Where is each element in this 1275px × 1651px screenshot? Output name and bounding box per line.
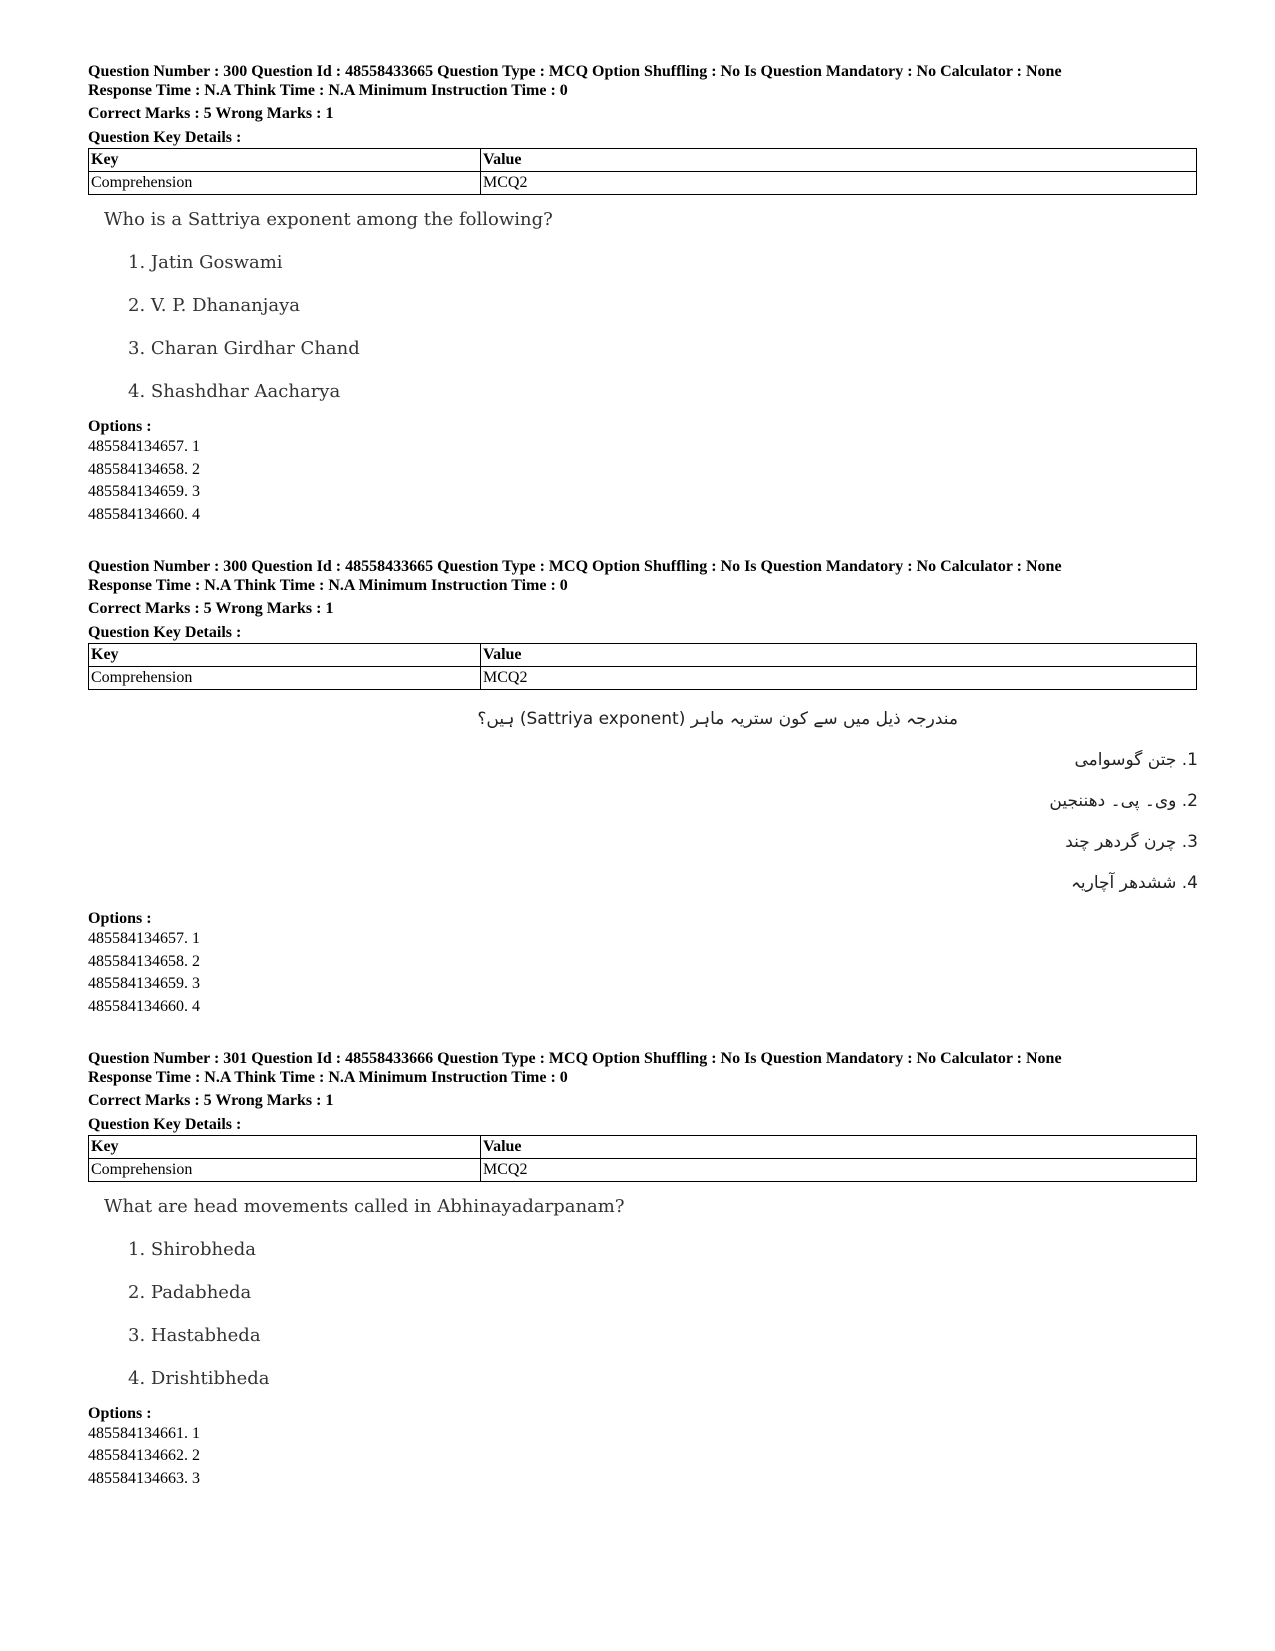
question-meta xyxy=(88,62,1198,100)
choice-2: 2. وی۔ پی۔ دھننجین xyxy=(1049,790,1198,811)
value-header: Value xyxy=(481,149,1197,172)
marks-line: Correct Marks : 5 Wrong Marks : 1 xyxy=(88,1091,334,1109)
key-header: Key xyxy=(89,643,481,666)
choice-1: 1. جتن گوسوامی xyxy=(1074,749,1198,770)
key-header: Key xyxy=(89,1135,481,1158)
option-line: 485584134658. 2 xyxy=(88,952,200,970)
question-meta xyxy=(88,557,1198,595)
choice-1: 1. Shirobheda xyxy=(128,1238,257,1260)
table-row xyxy=(89,172,1197,195)
key-details-label: Question Key Details : xyxy=(88,623,242,641)
document-page xyxy=(88,62,1198,1491)
option-line: 485584134662. 2 xyxy=(88,1447,200,1465)
options-label: Options : xyxy=(88,909,152,927)
choice-3: 3. چرن گردھر چند xyxy=(1065,831,1198,852)
key-details-table xyxy=(88,1135,1197,1182)
table-header-row xyxy=(89,1135,1197,1158)
value-header: Value xyxy=(481,643,1197,666)
options-label: Options : xyxy=(88,1404,152,1422)
key-details-table xyxy=(88,148,1197,195)
option-line: 485584134661. 1 xyxy=(88,1424,200,1442)
option-line: 485584134659. 3 xyxy=(88,483,200,501)
table-header-row xyxy=(89,149,1197,172)
option-line: 485584134660. 4 xyxy=(88,997,200,1015)
table-header-row xyxy=(89,643,1197,666)
option-line: 485584134660. 4 xyxy=(88,506,200,524)
question-image xyxy=(88,1196,1198,1390)
option-line: 485584134657. 1 xyxy=(88,438,200,455)
question-image xyxy=(88,209,1198,403)
choice-2: 2. Padabheda xyxy=(128,1281,252,1303)
table-row xyxy=(89,666,1197,689)
value-cell: MCQ2 xyxy=(481,1158,1197,1181)
question-meta xyxy=(88,1049,1198,1087)
table-row xyxy=(89,1158,1197,1181)
choice-1: 1. Jatin Goswami xyxy=(128,252,283,273)
key-cell: Comprehension xyxy=(89,666,481,689)
question-block-1 xyxy=(88,62,1198,527)
choice-2: 2. V. P. Dhananjaya xyxy=(128,295,300,316)
meta-line-1: Question Number : 300 Question Id : 48558433665 Question Type : MCQ Option Shuffling : No Is Question Mandatory : No Calculator : None xyxy=(88,557,1062,575)
value-cell: MCQ2 xyxy=(481,666,1197,689)
question-text: Who is a Sattriya exponent among the following? xyxy=(104,209,553,230)
meta-line-2: Response Time : N.A Think Time : N.A Minimum Instruction Time : 0 xyxy=(88,1068,568,1086)
choice-3: 3. Charan Girdhar Chand xyxy=(128,338,360,359)
meta-line-2: Response Time : N.A Think Time : N.A Minimum Instruction Time : 0 xyxy=(88,576,568,594)
key-details-table xyxy=(88,643,1197,690)
question-block-3 xyxy=(88,1049,1198,1491)
question-block-2 xyxy=(88,557,1198,1019)
choice-4: 4. Drishtibheda xyxy=(128,1367,270,1389)
choice-3: 3. Hastabheda xyxy=(128,1324,261,1346)
question-text: What are head movements called in Abhinayadarpanam? xyxy=(104,1195,625,1217)
choice-4: 4. ششدھر آچاریہ xyxy=(1070,872,1198,893)
key-details-label: Question Key Details : xyxy=(88,129,242,146)
option-line: 485584134658. 2 xyxy=(88,460,200,478)
meta-line-2: Response Time : N.A Think Time : N.A Minimum Instruction Time : 0 xyxy=(88,82,568,99)
marks-line: Correct Marks : 5 Wrong Marks : 1 xyxy=(88,599,334,617)
key-details-label: Question Key Details : xyxy=(88,1115,242,1133)
option-line: 485584134659. 3 xyxy=(88,975,200,993)
key-header: Key xyxy=(89,149,481,172)
key-cell: Comprehension xyxy=(89,172,481,195)
options-label: Options : xyxy=(88,418,152,435)
meta-line-1: Question Number : 300 Question Id : 48558433665 Question Type : MCQ Option Shuffling : No Is Question Mandatory : No Calculator : None xyxy=(88,63,1062,80)
question-text: مندرجہ ذیل میں سے کون ستریہ ماہر (Sattriya exponent) ہیں؟ xyxy=(477,708,958,729)
option-line: 485584134663. 3 xyxy=(88,1470,200,1488)
value-cell: MCQ2 xyxy=(481,172,1197,195)
value-header: Value xyxy=(481,1135,1197,1158)
key-cell: Comprehension xyxy=(89,1158,481,1181)
meta-line-1: Question Number : 301 Question Id : 48558433666 Question Type : MCQ Option Shuffling : No Is Question Mandatory : No Calculator : None xyxy=(88,1049,1062,1067)
question-image xyxy=(88,707,1198,895)
choice-4: 4. Shashdhar Aacharya xyxy=(128,381,341,402)
option-line: 485584134657. 1 xyxy=(88,929,200,947)
marks-line: Correct Marks : 5 Wrong Marks : 1 xyxy=(88,105,334,122)
